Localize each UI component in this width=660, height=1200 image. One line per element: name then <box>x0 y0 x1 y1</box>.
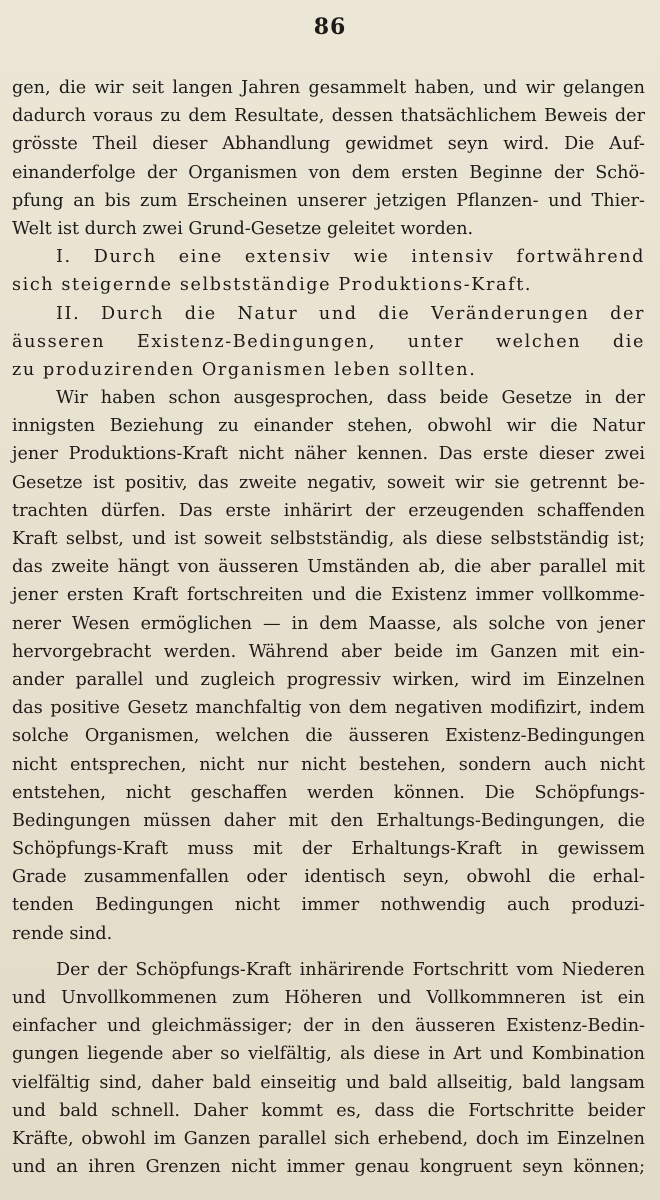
text-line: und Unvollkommenen zum Höheren und Vollkommneren ist ein <box>12 988 645 1008</box>
text-line: Bedingungen müssen daher mit den Erhaltungs-Bedingungen, die <box>12 810 645 831</box>
text-line: einanderfolge der Organismen von dem ersten Beginne der Schö- <box>12 162 645 183</box>
text-line: gungen liegende aber so vielfältig, als diese in Art und Kombination <box>12 1044 645 1065</box>
text-line: nerer Wesen ermöglichen — in dem Maasse, als solche von jener <box>12 613 645 634</box>
law-one-line: sich steigernde selbstständige Produktions-Kraft. <box>12 275 533 296</box>
text-line: und an ihren Grenzen nicht immer genau kongruent seyn können; <box>12 1157 645 1178</box>
page-number: 86 <box>313 14 347 40</box>
text-line: das zweite hängt von äusseren Umständen ab, die aber parallel mit <box>12 557 645 578</box>
body-text <box>12 74 645 1181</box>
law-two-line: II. Durch die Natur und die Veränderungen der <box>56 303 645 324</box>
text-line: und bald schnell. Daher kommt es, dass die Fortschritte beider <box>12 1100 645 1121</box>
text-line: grösste Theil dieser Abhandlung gewidmet seyn wird. Die Auf- <box>12 134 645 155</box>
text-line: trachten dürfen. Das erste inhärirt der erzeugenden schaffenden <box>12 500 645 521</box>
text-line: Wir haben schon ausgesprochen, dass beide Gesetze in der <box>56 388 645 409</box>
text-line: jener Produktions-Kraft nicht näher kennen. Das erste dieser zwei <box>12 444 645 465</box>
text-line: entstehen, nicht geschaffen werden können. Die Schöpfungs- <box>12 782 645 803</box>
text-line: rende sind. <box>12 923 113 944</box>
text-line: pfung an bis zum Erscheinen unserer jetzigen Pflanzen- und Thier- <box>12 190 645 211</box>
text-line: hervorgebracht werden. Während aber beide im Ganzen mit ein- <box>12 641 645 662</box>
text-line: Kräfte, obwohl im Ganzen parallel sich erhebend, doch im Einzelnen <box>12 1128 645 1149</box>
text-line: Gesetze ist positiv, das zweite negativ, soweit wir sie getrennt be- <box>12 472 645 493</box>
text-line: einfacher und gleichmässiger; der in den äusseren Existenz-Bedin- <box>12 1016 645 1037</box>
text-line: jener ersten Kraft fortschreiten und die Existenz immer vollkomme- <box>12 585 645 606</box>
text-line: ander parallel und zugleich progressiv wirken, wird im Einzelnen <box>12 669 645 690</box>
text-line: vielfältig sind, daher bald einseitig und bald allseitig, bald langsam <box>12 1072 645 1093</box>
law-one-line: I. Durch eine extensiv wie intensiv fortwährend <box>56 247 645 268</box>
law-two-line: äusseren Existenz-Bedingungen, unter welchen die <box>12 331 645 352</box>
text-line: Welt ist durch zwei Grund-Gesetze geleitet worden. <box>12 218 474 239</box>
text-line: dadurch voraus zu dem Resultate, dessen thatsächlichem Beweis der <box>12 106 645 127</box>
text-line: Der der Schöpfungs-Kraft inhärirende Fortschritt vom Niederen <box>56 959 645 980</box>
text-line: tenden Bedingungen nicht immer nothwendig auch produzi- <box>12 895 645 916</box>
text-line: das positive Gesetz manchfaltig von dem negativen modifizirt, indem <box>12 698 645 719</box>
text-line: nicht entsprechen, nicht nur nicht bestehen, sondern auch nicht <box>12 754 645 775</box>
text-line: gen, die wir seit langen Jahren gesammelt haben, und wir gelangen <box>12 78 645 98</box>
law-two-line: zu produzirenden Organismen leben sollten. <box>12 359 477 380</box>
text-line: Grade zusammenfallen oder identisch seyn, obwohl die erhal- <box>12 867 645 888</box>
text-line: Kraft selbst, und ist soweit selbstständig, als diese selbstständig ist; <box>12 529 645 549</box>
text-line: Schöpfungs-Kraft muss mit der Erhaltungs-Kraft in gewissem <box>12 839 645 860</box>
text-line: innigsten Beziehung zu einander stehen, obwohl wir die Natur <box>12 416 645 437</box>
text-line: solche Organismen, welchen die äusseren Existenz-Bedingungen <box>12 726 645 747</box>
